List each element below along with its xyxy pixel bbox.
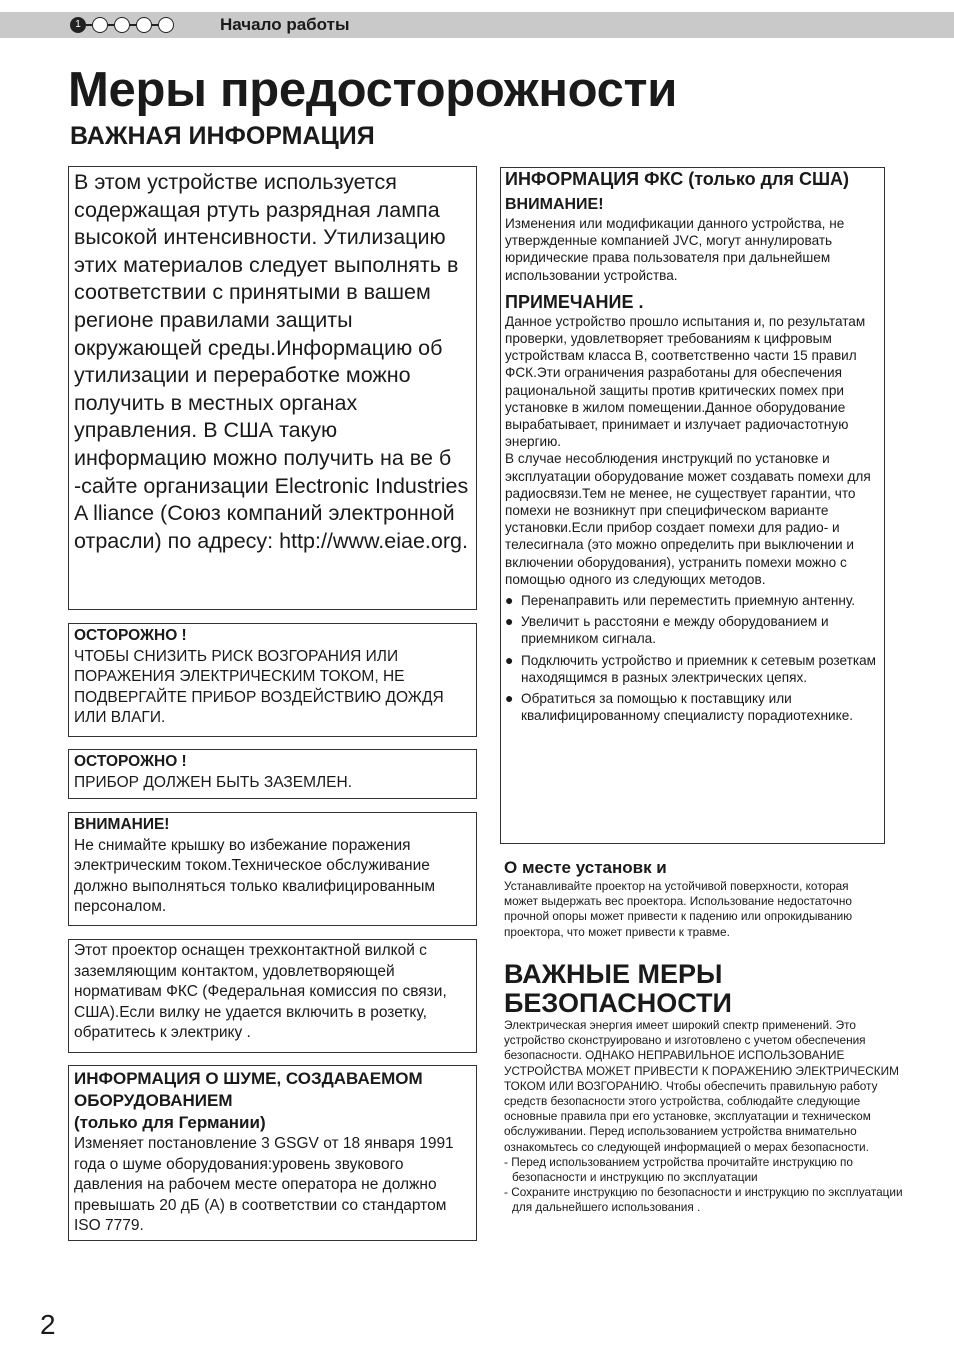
- page-subtitle: ВАЖНАЯ ИНФОРМАЦИЯ: [70, 122, 375, 150]
- fcc-heading: ИНФОРМАЦИЯ ФКС (только для США): [505, 169, 850, 189]
- page-title: Меры предосторожности: [68, 63, 678, 117]
- attention-heading: ВНИМАНИЕ!: [74, 816, 170, 833]
- caution-box-1: [68, 623, 477, 737]
- bullet-icon: ●: [505, 651, 514, 668]
- section-name: Начало работы: [220, 15, 350, 34]
- caution-2-heading: ОСТОРОЖНО !: [74, 753, 187, 770]
- fcc-note-heading: ПРИМЕЧАНИЕ .: [505, 291, 644, 312]
- fcc-method-list: [505, 592, 880, 724]
- mercury-notice-box: [68, 166, 477, 610]
- fcc-note-text-1: Данное устройство прошло испытания и, по результатам проверки, удовлетворяет требованиям к цифровым устройствам класса B, соответственно части 15 правил ФСК.Эти ограничения разработаны для обеспечения рациональной защиты против критических помех при установке в жилом помещении.Данное оборудование вырабатывает, принимает и излучает радиочастотную энергию.: [505, 313, 866, 450]
- noise-info-text: Изменяет постановление 3 GSGV от 18 января 1991 года о шуме оборудования:уровень звукового давления на рабочем месте оператора не должно превышать 20 дБ (A) в соответствии со стандартом ISO 7779.: [74, 1135, 454, 1235]
- list-item: ● Перенаправить или переместить приемную антенну.: [505, 592, 856, 609]
- caution-box-2: [68, 749, 477, 799]
- safety-heading-line-2: БЕЗОПАСНОСТИ: [504, 988, 732, 1018]
- bullet-icon: ●: [505, 592, 514, 609]
- fcc-attention-heading: ВНИМАНИЕ!: [505, 196, 604, 213]
- fcc-note-text-2: В случае несоблюдения инструкций по установке и эксплуатации оборудование может создавать помехи для радиосвязи.Тем не менее, не существует гарантии, что помехи не возникнут при специфическом варианте установки.Если прибор создает помехи для радио- и телесигнала (это можно определить при выключении и включении оборудования), устранить помехи можно с помощью одного из следующих методов.: [505, 451, 871, 587]
- caution-1-heading: ОСТОРОЖНО !: [74, 627, 187, 644]
- noise-info-heading: ИНФОРМАЦИЯ О ШУМЕ, СОЗДАВАЕМОМ ОБОРУДОВАНИЕМ: [74, 1069, 423, 1110]
- step-2-icon: [92, 17, 108, 33]
- safety-heading-line-1: ВАЖНЫЕ МЕРЫ: [504, 959, 723, 989]
- page-number: 2: [40, 1309, 56, 1340]
- caution-2-text: ПРИБОР ДОЛЖЕН БЫТЬ ЗАЗЕМЛЕН.: [74, 773, 353, 791]
- step-4-icon: [136, 17, 152, 33]
- step-5-icon: [158, 17, 174, 33]
- safety-section: [504, 960, 904, 1216]
- safety-list-item-1: - Перед использованием устройства прочитайте инструкцию по безопасности и инструкцию по эксплуатации: [504, 1154, 853, 1185]
- safety-list-item-2: - Сохраните инструкцию по безопасности и инструкцию по эксплуатации для дальнейшего использования .: [504, 1185, 903, 1215]
- plug-notice-box: [68, 939, 477, 1053]
- bullet-icon: ●: [505, 690, 514, 707]
- step-3-icon: [114, 17, 130, 33]
- attention-box: [68, 812, 477, 926]
- mercury-notice-text: В этом устройстве используется содержащая ртуть разрядная лампа высокой интенсивности. Утилизацию этих материалов следует выполнять в соответствии с принятыми в вашем регионе правилами защиты окружающей среды.Информацию об утилизации и переработке можно получить в местных органах управления. В США такую информацию можно получить на ве б -сайте организации Electronic Industries A lliance (Союз компаний электронной отрасли) по адресу: http://www.eiae.org.: [74, 170, 469, 553]
- step-indicator: [70, 15, 174, 35]
- noise-info-subheading: (только для Германии): [74, 1113, 266, 1132]
- placement-heading: О месте установк и: [504, 858, 667, 877]
- placement-text: Устанавливайте проектор на устойчивой поверхности, которая может выдержать вес проектора. Использование недостаточно прочной опоры может привести к падению или опрокидыванию проектора, что может привести к травме.: [504, 879, 853, 939]
- safety-text: Электрическая энергия имеет широкий спектр применений. Это устройство сконструировано и изготовлено с учетом обеспечения безопасности. ОДНАКО НЕПРАВИЛЬНОЕ ИСПОЛЬЗОВАНИЕ УСТРОЙСТВА МОЖЕТ ПРИВЕСТИ К ПОРАЖЕНИЮ ЭЛЕКТРИЧЕСКИМ ТОКОМ ИЛИ ВОЗГОРАНИЮ. Чтобы обеспечить правильную работу средств безопасности этого устройства, соблюдайте следующие основные правила при его установке, эксплуатации и техническом обслуживании. Перед использованием устройства внимательно ознакомьтесь со следующей информацией о мерах безопасности.: [504, 1018, 899, 1154]
- fcc-info-box: [500, 167, 885, 844]
- fcc-attention-text: Изменения или модификации данного устройства, не утвержденные компанией JVC, могут аннулировать юридические права пользователя при дальнейшем использовании устройства.: [505, 216, 845, 283]
- placement-section: [504, 857, 884, 940]
- list-item: ● Увеличит ь расстояни е между оборудованием и приемником сигнала.: [505, 613, 829, 647]
- bullet-icon: ●: [505, 613, 514, 630]
- plug-notice-text: Этот проектор оснащен трехконтактной вилкой с заземляющим контактом, удовлетворяющей нормативам ФКС (Федеральная комиссия по связи, США).Если вилку не удается включить в розетку, обратитесь к электрику .: [74, 942, 447, 1042]
- noise-info-box: [68, 1065, 477, 1241]
- list-item: ● Подключить устройство и приемник к сетевым розеткам находящимся в разных электрических цепях.: [505, 651, 876, 685]
- attention-text: Не снимайте крышку во избежание поражения электрическим током.Техническое обслуживание должно выполняться только квалифицированным персоналом.: [74, 836, 436, 916]
- step-1-icon: 1: [70, 17, 86, 33]
- caution-1-text: ЧТОБЫ СНИЗИТЬ РИСК ВОЗГОРАНИЯ ИЛИ ПОРАЖЕНИЯ ЭЛЕКТРИЧЕСКИМ ТОКОМ, НЕ ПОДВЕРГАЙТЕ ПРИБОР ВОЗДЕЙСТВИЮ ДОЖДЯ ИЛИ ВЛАГИ.: [74, 647, 444, 727]
- list-item: ● Обратиться за помощью к поставщику или квалифицированному специалисту порадиотехнике.: [505, 690, 854, 724]
